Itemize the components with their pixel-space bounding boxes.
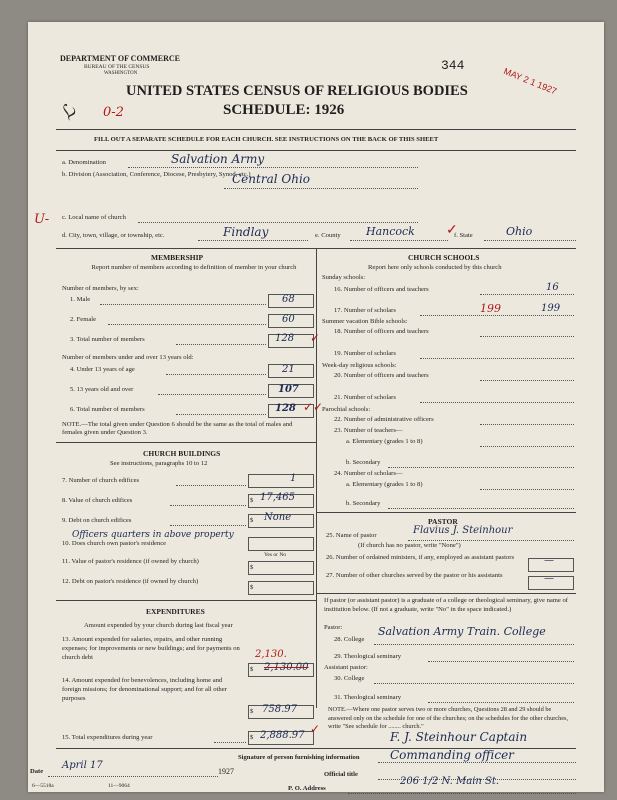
q3-check-mark: ✓ <box>310 331 321 345</box>
members-by-sex-label: Number of members, by sex: <box>62 285 139 292</box>
assistant-pastor-subheading: Assistant pastor: <box>324 664 368 671</box>
q26-label: 26. Number of ordained ministers, if any, employed as assistant pastors <box>326 554 515 561</box>
q22-dots <box>480 424 574 425</box>
weekday-schools-label: Week-day religious schools: <box>322 362 397 369</box>
q15-dots <box>214 742 246 743</box>
signature-line <box>378 762 576 763</box>
expenditures-heading: EXPENDITURES <box>146 607 205 616</box>
date-value: April 17 <box>62 760 103 771</box>
form-number: 344 <box>441 58 465 73</box>
q5-label: 5. 13 years old and over <box>70 386 134 393</box>
q3-value: 128 <box>275 333 295 344</box>
q15-dollar: $ <box>250 734 254 741</box>
church-schools-heading: CHURCH SCHOOLS <box>408 253 480 262</box>
q6-dots <box>176 414 266 415</box>
county-value: Hancock <box>366 225 415 238</box>
address-value: 206 1/2 N. Main St. <box>400 776 500 787</box>
q2-label: 2. Female <box>70 316 97 323</box>
graduate-note: If pastor (or assistant pastor) is a graduate of a college or theological seminary, give name of institution below. (If not a graduate, write "No" in the space indicated.) <box>324 597 569 613</box>
department-name: DEPARTMENT OF COMMERCE <box>60 54 181 63</box>
form-instruction: FILL OUT A SEPARATE SCHEDULE FOR EACH CHURCH. SEE INSTRUCTIONS ON THE BACK OF THIS SHEET <box>94 136 439 143</box>
q22-label: 22. Number of administrative officers <box>334 416 434 423</box>
sunday-schools-label: Sunday schools: <box>322 274 366 281</box>
pastor-note: NOTE.—Where one pastor serves two or more churches, Questions 28 and 29 should be answered only on the schedule for one of the churches; on the schedules for the other churches, write "See schedule for ........ church." <box>328 706 569 730</box>
q7-dots <box>176 485 246 486</box>
denomination-line <box>128 167 418 168</box>
form-title: UNITED STATES CENSUS OF RELIGIOUS BODIES <box>126 83 468 99</box>
q15-value: 2,888.97 <box>260 730 305 741</box>
q7-box <box>248 474 314 488</box>
q31-label: 31. Theological seminary <box>334 694 402 701</box>
q23b-label: b. Secondary <box>346 459 381 466</box>
q24b-dots <box>388 508 574 509</box>
county-label: e. County <box>315 232 341 239</box>
state-value: Ohio <box>506 225 533 238</box>
division-line <box>224 188 418 189</box>
q3-dots <box>176 344 266 345</box>
q8-dots <box>170 505 246 506</box>
q2-value: 60 <box>282 314 295 325</box>
city-line <box>198 240 308 241</box>
q17-dots <box>420 315 574 316</box>
q19-label: 19. Number of scholars <box>334 350 396 357</box>
q2-dots <box>108 324 266 325</box>
age-intro: Number of members under and over 13 years old: <box>62 354 194 361</box>
division-value: Central Ohio <box>232 172 311 186</box>
q7-label: 7. Number of church edifices <box>62 477 140 484</box>
official-title-value: Commanding officer <box>390 748 514 762</box>
form-subtitle: SCHEDULE: 1926 <box>223 102 345 118</box>
q6-label: 6. Total number of members <box>70 406 145 413</box>
q29-dots <box>428 661 574 662</box>
q25-note: (If church has no pastor, write "None") <box>358 542 461 549</box>
q17-label: 17. Number of scholars <box>334 307 396 314</box>
q7-value: 1 <box>290 473 297 484</box>
q9-dots <box>170 525 246 526</box>
q13-label: 13. Amount expended for salaries, repairs, and other running expenses; for improvements or new buildings; and for payments on church debt <box>62 636 240 661</box>
summer-schools-label: Summer vacation Bible schools: <box>322 318 408 325</box>
parochial-schools-label: Parochial schools: <box>322 406 371 413</box>
margin-code: 0-2 <box>103 105 124 120</box>
signature-value: F. J. Steinhour Captain <box>390 730 528 744</box>
buildings-heading: CHURCH BUILDINGS <box>143 449 221 458</box>
church-schools-intro: Report here only schools conducted by this church <box>368 264 502 271</box>
form-code: 6—5518a <box>32 783 54 789</box>
q11-label: 11. Value of pastor's residence (if owned by church) <box>62 558 199 565</box>
q27-label: 27. Number of other churches served by the pastor or his assistants <box>326 572 503 579</box>
q14-dollar: $ <box>250 708 254 715</box>
bureau-city: WASHINGTON <box>104 71 138 76</box>
q23b-dots <box>388 467 574 468</box>
q20-label: 20. Number of officers and teachers <box>334 372 429 379</box>
q5-value: 107 <box>278 384 299 395</box>
q4-value: 21 <box>282 364 295 375</box>
q8-label: 8. Value of church edifices <box>62 497 133 504</box>
buildings-intro: See instructions, paragraphs 10 to 12 <box>110 460 208 467</box>
q11-box <box>248 561 314 575</box>
q16-label: 16. Number of officers and teachers <box>334 286 429 293</box>
q10-box <box>248 537 314 551</box>
membership-heading: MEMBERSHIP <box>151 253 204 262</box>
q27-value: — <box>544 573 554 584</box>
q5-dots <box>158 394 266 395</box>
q9-value: None <box>264 512 292 523</box>
q24a-dots <box>480 489 574 490</box>
q25-value: Flavius J. Steinhour <box>413 525 513 536</box>
q28-value: Salvation Army Train. College <box>378 625 546 638</box>
q12-label: 12. Debt on pastor's residence (if owned by church) <box>62 578 199 585</box>
city-value: Findlay <box>223 225 269 239</box>
q6-check-mark: ✓✓ <box>303 400 324 414</box>
membership-intro: Report number of members according to definition of member in your church <box>91 264 297 271</box>
q13-value: 2,130. <box>255 649 287 660</box>
q17-value-copy: 199 <box>541 303 561 314</box>
q18-dots <box>480 336 574 337</box>
q9-label: 9. Debt on church edifices <box>62 517 132 524</box>
q23-label: 23. Number of teachers— <box>334 427 403 434</box>
q8-value: 17,465 <box>260 492 295 503</box>
q13-struck-value: 2,130.00 <box>264 662 309 673</box>
local-name-line <box>138 222 418 223</box>
q29-label: 29. Theological seminary <box>334 653 402 660</box>
census-schedule-page <box>28 22 604 792</box>
pastor-heading: PASTOR <box>428 517 458 526</box>
q10-label: 10. Does church own pastor's residence <box>62 540 167 547</box>
margin-mark-u: U- <box>34 212 50 227</box>
q1-value: 68 <box>282 294 295 305</box>
q24b-label: b. Secondary <box>346 500 381 507</box>
q18-label: 18. Number of officers and teachers <box>334 328 429 335</box>
q20-dots <box>480 380 574 381</box>
q14-label: 14. Amount expended for benevolences, including home and foreign missions; for denominational support; and for all other purposes <box>62 677 227 702</box>
address-label: P. O. Address <box>288 785 326 792</box>
q13-dollar: $ <box>250 666 254 673</box>
q21-label: 21. Number of scholars <box>334 394 396 401</box>
q19-dots <box>420 358 574 359</box>
expenditures-intro: Amount expended by your church during last fiscal year <box>84 622 233 629</box>
q11-dollar: $ <box>250 564 254 571</box>
q16-value: 16 <box>546 282 559 293</box>
q12-box <box>248 581 314 595</box>
q25-label: 25. Name of pastor <box>326 532 377 539</box>
q23a-label: a. Elementary (grades 1 to 8) <box>346 438 423 445</box>
signature-label: Signature of person furnishing information <box>238 754 360 761</box>
q31-dots <box>428 702 574 703</box>
print-code: 11—9064 <box>108 783 130 789</box>
q24-label: 24. Number of scholars— <box>334 470 403 477</box>
q4-label: 4. Under 13 years of age <box>70 366 135 373</box>
q4-dots <box>166 374 266 375</box>
q3-label: 3. Total number of members <box>70 336 145 343</box>
date-label: Date <box>30 768 44 775</box>
q8-dollar: $ <box>250 497 254 504</box>
bureau-name: BUREAU OF THE CENSUS <box>84 64 150 70</box>
q16-dots <box>480 294 574 295</box>
pastor-subheading: Pastor: <box>324 624 343 631</box>
q9-dollar: $ <box>250 517 254 524</box>
date-year: 1927 <box>218 767 234 776</box>
state-line <box>484 240 576 241</box>
q30-label: 30. College <box>334 675 365 682</box>
q28-label: 28. College <box>334 636 365 643</box>
county-check-mark: ✓ <box>446 223 458 238</box>
denomination-label: a. Denomination <box>62 159 106 166</box>
q12-dollar: $ <box>250 584 254 591</box>
division-label: b. Division (Association, Conference, Diocese, Presbytery, Synod, etc.) <box>62 171 251 178</box>
q1-dots <box>100 304 266 305</box>
q30-dots <box>374 683 574 684</box>
q6-value: 128 <box>275 403 296 414</box>
official-title-label: Official title <box>324 771 358 778</box>
received-date-stamp: MAY 2 1 1927 <box>502 66 559 97</box>
q21-dots <box>420 402 574 403</box>
q17-value: 199 <box>480 302 501 315</box>
q25-dots <box>408 540 574 541</box>
city-label: d. City, town, village, or township, etc. <box>62 232 165 239</box>
address-line <box>348 793 576 794</box>
q1-label: 1. Male <box>70 296 91 303</box>
q10-note: Yes or No <box>264 552 287 558</box>
membership-note: NOTE.—The total given under Question 6 should be the same as the total of males and females given under Question 3. <box>62 421 293 436</box>
q23a-dots <box>480 446 574 447</box>
q10-value: Officers quarters in above property <box>72 530 234 540</box>
margin-initials: ℒ <box>56 101 81 124</box>
q15-label: 15. Total expenditures during year <box>62 734 153 741</box>
denomination-value: Salvation Army <box>171 152 265 166</box>
q26-value: — <box>544 555 554 566</box>
county-line <box>350 240 448 241</box>
q15-check-mark: ✓ <box>310 722 321 736</box>
q14-value: 758.97 <box>262 704 297 715</box>
q28-dots <box>374 644 574 645</box>
local-name-label: c. Local name of church <box>62 214 126 221</box>
date-line <box>48 776 218 777</box>
q24a-label: a. Elementary (grades 1 to 8) <box>346 481 423 488</box>
state-label: f. State <box>454 232 473 239</box>
